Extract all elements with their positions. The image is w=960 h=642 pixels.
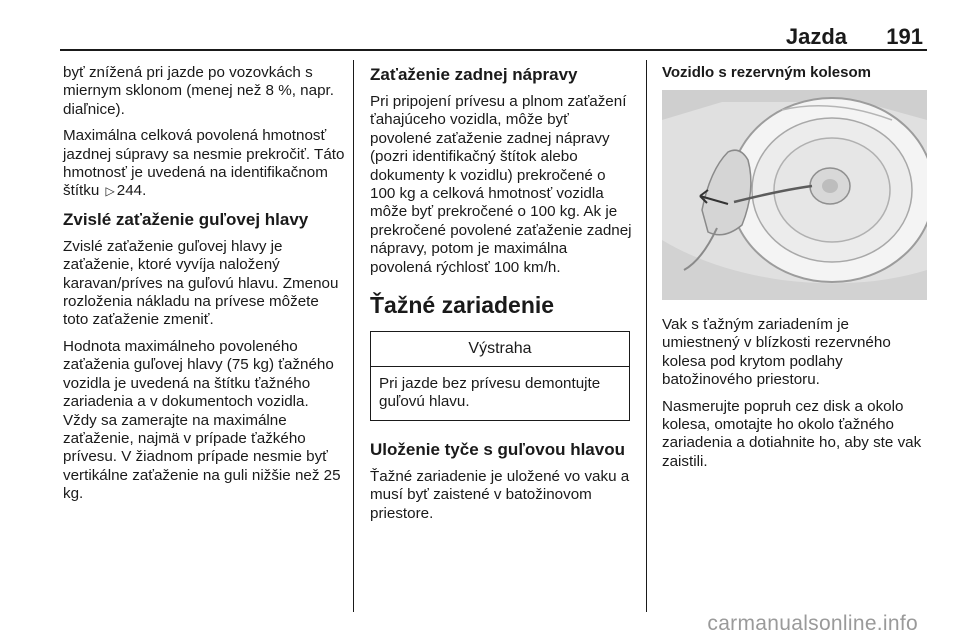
warning-text: Pri jazde bez prívesu demontujte guľovú hlavu.: [379, 375, 601, 411]
column-divider-2: [646, 60, 647, 612]
page-reference-arrow-icon: ▷: [105, 184, 115, 199]
paragraph-max-vertical-load: Hodnota maximálneho povoleného zaťaženia guľovej hlavy (75 kg) ťažného vozidla je uvedená na štítku ťažného zariadenia a v dokumentoch vozidla. Vždy sa zamerajte na maximálne zaťaženie, najmä v prípade ťažkého prívesu. V žiadnom prípade nesmie byť vertikálne zaťaženie na guli nižšie než 25 kg.: [63, 337, 341, 503]
header-rule: [60, 49, 927, 51]
column-divider-1: [353, 60, 354, 612]
heading-towbar: Ťažné zariadenie: [370, 292, 555, 319]
column-left: [63, 64, 345, 512]
heading-rear-axle: Zaťaženie zadnej nápravy: [370, 65, 578, 84]
page-number: 191: [886, 24, 923, 49]
heading-spare-wheel: Vozidlo s rezervným kolesom: [662, 64, 871, 81]
spare-wheel-illustration: [662, 90, 927, 300]
warning-box: [370, 331, 630, 421]
paragraph-rear-axle: Pri pripojení prívesu a plnom zaťažení ťahajúceho vozidla, môže byť povolené zaťaženie zadnej nápravy (pozri identifikačný štítok alebo dokumenty k vozidlu) prekročené o 100 kg a celková hmotnosť vozidla môže byť prekročené o 100 kg. Ak je prekročené povolené zaťaženie zadnej nápravy, potom je maximálna povolená rýchlosť 100 km/h.: [370, 93, 632, 276]
heading-vertical-load: Zvislé zaťaženie guľovej hlavy: [63, 209, 309, 229]
paragraph-max-weight: Maximálna celková povolená hmotnosť jazdnej súpravy sa nesmie prekročiť. Táto hmotnosť je uvedená na identifikačnom štítku ▷ 244.: [63, 127, 345, 200]
spare-wheel-photo: [662, 90, 927, 300]
warning-title: Výstraha: [371, 332, 629, 367]
paragraph-strap: Nasmerujte popruh cez disk a okolo kolesa, omotajte ho okolo ťažného zariadenia a dotiahnite ho, aby ste vak zaistili.: [662, 397, 922, 470]
paragraph-vertical-load: Zvislé zaťaženie guľovej hlavy je zaťaženie, ktoré vyvíja naložený karavan/príves na guľovú hlavu. Zmenou rozloženia nákladu na prívese môžete toto zaťaženie zmeniť.: [63, 237, 339, 329]
paragraph-gradient: byť znížená pri jazde po vozovkách s miernym sklonom (menej než 8 %, napr. diaľnice).: [63, 64, 334, 118]
paragraph-bag-location: Vak s ťažným zariadením je umiestnený v blízkosti rezervného kolesa pod krytom podlahy batožinového priestoru.: [662, 316, 891, 389]
page-header: [60, 0, 927, 50]
column-right: [662, 64, 927, 479]
paragraph-storage: Ťažné zariadenie je uložené vo vaku a musí byť zaistené v batožinovom priestore.: [370, 467, 630, 522]
heading-storage: Uloženie tyče s guľovou hlavou: [370, 439, 625, 459]
page-reference[interactable]: 244.: [116, 182, 147, 200]
column-middle: [370, 64, 632, 531]
watermark: carmanualsonline.info: [707, 612, 918, 635]
section-title: Jazda: [785, 24, 847, 49]
